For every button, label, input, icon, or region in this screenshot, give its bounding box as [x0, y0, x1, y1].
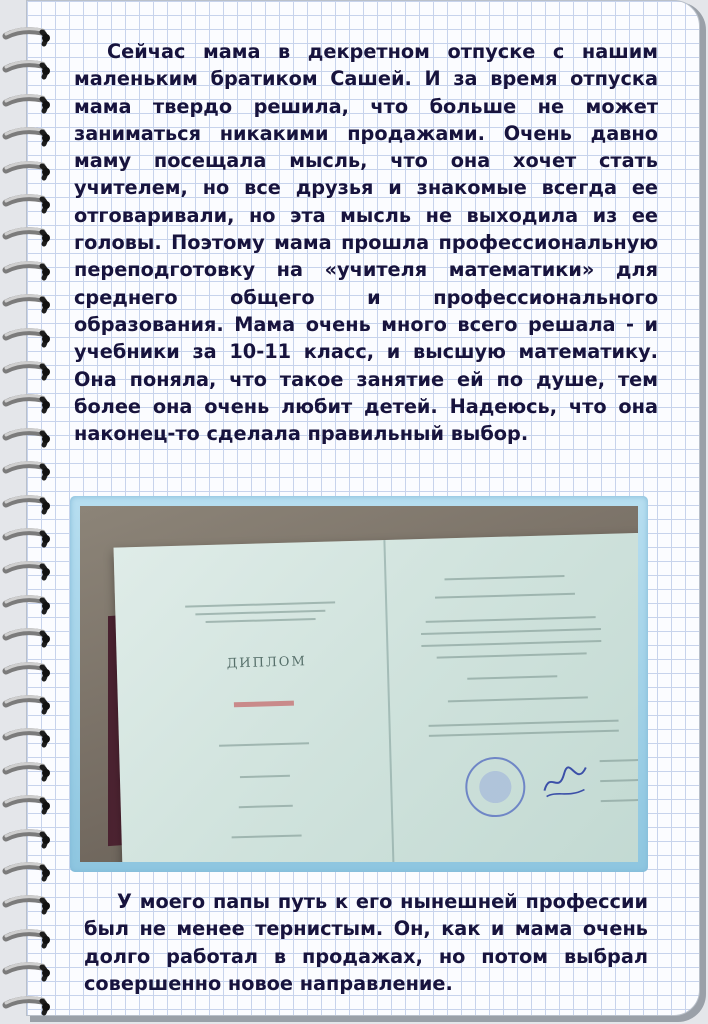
spiral-ring-icon	[2, 158, 54, 184]
spiral-ring-icon	[2, 325, 54, 351]
spiral-ring-icon	[2, 892, 54, 918]
spiral-ring-icon	[2, 558, 54, 584]
diploma-seal	[465, 756, 527, 818]
spiral-ring-icon	[2, 993, 54, 1019]
spiral-ring-icon	[2, 625, 54, 651]
spiral-ring-icon	[2, 959, 54, 985]
spiral-ring-icon	[2, 458, 54, 484]
spiral-ring-icon	[2, 492, 54, 518]
paragraph-father: У моего папы путь к его нынешней профессии был не менее тернистым. Он, как и мама очень долго работал в продажах, но потом выбрал совершенно новое направление.	[84, 890, 648, 995]
spiral-ring-icon	[2, 659, 54, 685]
spiral-ring-icon	[2, 425, 54, 451]
diploma-document	[113, 533, 638, 862]
spiral-ring-icon	[2, 759, 54, 785]
spiral-ring-icon	[2, 592, 54, 618]
spiral-ring-icon	[2, 792, 54, 818]
diploma-photo	[80, 506, 638, 862]
paragraph-mother: Сейчас мама в декретном отпуске с нашим маленьким братиком Сашей. И за время отпуска мама твердо решила, что больше не может заниматься никакими продажами. Очень давно маму посещала мысль, что она хочет стать учителем, но все друзья и знакомые всегда ее отговаривали, но эта мысль не выходила из ее головы. Поэтому мама прошла профессиональную переподготовку на «учителя математики» для среднего общего и профессионального образования. Мама очень много всего решала - и учебники за 10-11 класс, и высшую математику. Она поняла, что такое занятие ей по душе, тем более она очень любит детей. Надеюсь, что она наконец-то сделала правильный выбор.	[74, 40, 658, 446]
spiral-ring-icon	[2, 692, 54, 718]
spiral-ring-icon	[2, 24, 54, 50]
spiral-binding	[0, 0, 60, 1024]
spiral-ring-icon	[2, 725, 54, 751]
signature	[540, 759, 591, 800]
spiral-ring-icon	[2, 826, 54, 852]
spiral-ring-icon	[2, 124, 54, 150]
spiral-ring-icon	[2, 191, 54, 217]
spiral-ring-icon	[2, 391, 54, 417]
diploma-title: ДИПЛОМ	[226, 654, 308, 672]
spiral-ring-icon	[2, 859, 54, 885]
spiral-ring-icon	[2, 57, 54, 83]
diploma-photo-frame	[70, 496, 648, 872]
spiral-ring-icon	[2, 224, 54, 250]
spiral-ring-icon	[2, 926, 54, 952]
spiral-ring-icon	[2, 258, 54, 284]
spiral-ring-icon	[2, 525, 54, 551]
spiral-ring-icon	[2, 291, 54, 317]
spiral-ring-icon	[2, 358, 54, 384]
spiral-ring-icon	[2, 91, 54, 117]
